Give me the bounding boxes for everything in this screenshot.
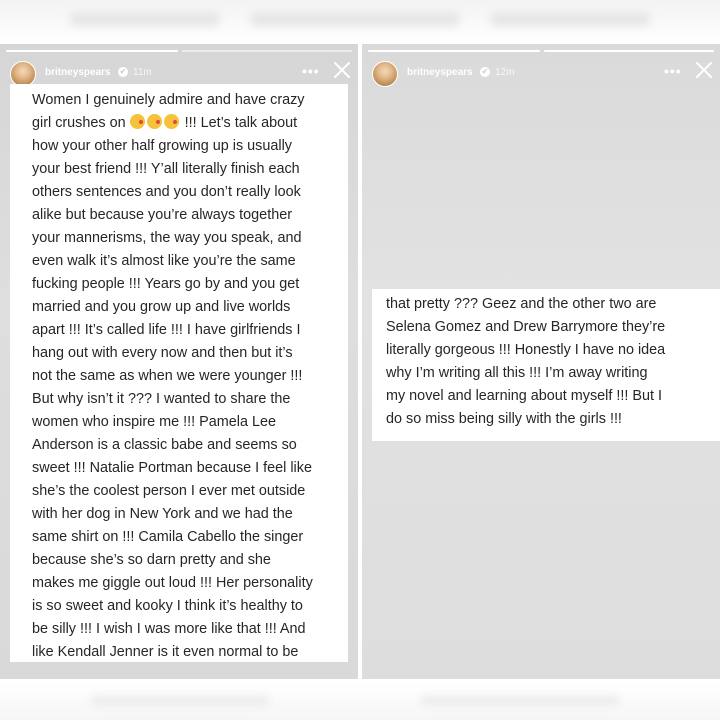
story-text-box bbox=[372, 289, 720, 441]
kissing-face-emoji-icon bbox=[130, 114, 145, 129]
story-text-line: Selena Gomez and Drew Barrymore they’re bbox=[386, 319, 666, 335]
story-progress-segment bbox=[6, 50, 178, 52]
story-text-line: Women I genuinely admire and have crazy bbox=[32, 92, 305, 108]
close-icon[interactable] bbox=[694, 60, 714, 80]
story-progress-segment bbox=[544, 50, 714, 52]
story-text-line: girl crushes on !!! Let’s talk about bbox=[32, 115, 298, 131]
story-text-line: Anderson is a classic babe and seems so bbox=[32, 437, 297, 453]
story-text-line: women who inspire me !!! Pamela Lee bbox=[32, 414, 276, 430]
story-text-line: sweet !!! Natalie Portman because I feel like bbox=[32, 460, 312, 476]
story-text-line: your mannerisms, the way you speak, and bbox=[32, 230, 302, 246]
story-text-line: why I’m writing all this !!! I’m away writing bbox=[386, 365, 648, 381]
story-text-box bbox=[10, 84, 348, 662]
story-text-line: like Kendall Jenner is it even normal to be bbox=[32, 644, 299, 660]
story-text-line: that pretty ??? Geez and the other two are bbox=[386, 296, 657, 312]
story-text-line: fucking people !!! Years go by and you get bbox=[32, 276, 300, 292]
story-panel-left[interactable] bbox=[0, 44, 358, 679]
kissing-face-emoji-icon bbox=[164, 114, 179, 129]
story-text-line: married and you grow up and live worlds bbox=[32, 299, 291, 315]
story-panel-right[interactable] bbox=[362, 44, 720, 679]
story-text-line: But why isn’t it ??? I wanted to share the bbox=[32, 391, 291, 407]
story-text-line: others sentences and you don’t really look bbox=[32, 184, 301, 200]
story-text-line: she’s the coolest person I ever met outside bbox=[32, 483, 306, 499]
story-text-line: literally gorgeous !!! Honestly I have no idea bbox=[386, 342, 666, 358]
story-text-line: with her dog in New York and we had the bbox=[32, 506, 293, 522]
story-progress-segment bbox=[182, 50, 352, 52]
more-horizontal-icon[interactable]: ••• bbox=[664, 63, 682, 79]
story-text-line: because she’s so darn pretty and she bbox=[32, 552, 271, 568]
story-progress-segment bbox=[368, 50, 540, 52]
story-text-line: alike but because you’re always together bbox=[32, 207, 292, 223]
story-header bbox=[370, 58, 712, 94]
blurred-top-band bbox=[0, 0, 720, 44]
story-text-line: be silly !!! I wish I was more like that !!! And bbox=[32, 621, 306, 637]
timestamp: 12m bbox=[495, 67, 515, 78]
story-text-line: is so sweet and kooky I think it’s healthy to bbox=[32, 598, 303, 614]
story-text-line: my novel and learning about myself !!! But I bbox=[386, 388, 662, 404]
story-text-line: same shirt on !!! Camila Cabello the singer bbox=[32, 529, 304, 545]
story-text-line: even walk it’s almost like you’re the same bbox=[32, 253, 296, 269]
blurred-bottom-band bbox=[0, 682, 720, 720]
story-text-line: not the same as when we were younger !!! bbox=[32, 368, 303, 384]
story-text-line: how your other half growing up is usually bbox=[32, 138, 292, 154]
close-icon[interactable] bbox=[332, 60, 352, 80]
username[interactable]: britneyspears bbox=[407, 67, 473, 78]
timestamp: 11m bbox=[133, 67, 152, 78]
verified-badge-icon: ✔ bbox=[481, 67, 489, 76]
story-text-line: your best friend !!! Y’all literally finish each bbox=[32, 161, 300, 177]
story-text-line: hang out with every now and then but it’s bbox=[32, 345, 293, 361]
more-horizontal-icon[interactable]: ••• bbox=[302, 63, 320, 79]
verified-badge-icon: ✔ bbox=[119, 67, 127, 76]
avatar[interactable] bbox=[372, 61, 398, 87]
story-text-line: do so miss being silly with the girls !!! bbox=[386, 411, 622, 427]
kissing-face-emoji-icon bbox=[147, 114, 162, 129]
story-text-line: makes me giggle out loud !!! Her personality bbox=[32, 575, 313, 591]
username[interactable]: britneyspears bbox=[45, 67, 111, 78]
story-text-line: apart !!! It’s called life !!! I have girlfriends I bbox=[32, 322, 301, 338]
